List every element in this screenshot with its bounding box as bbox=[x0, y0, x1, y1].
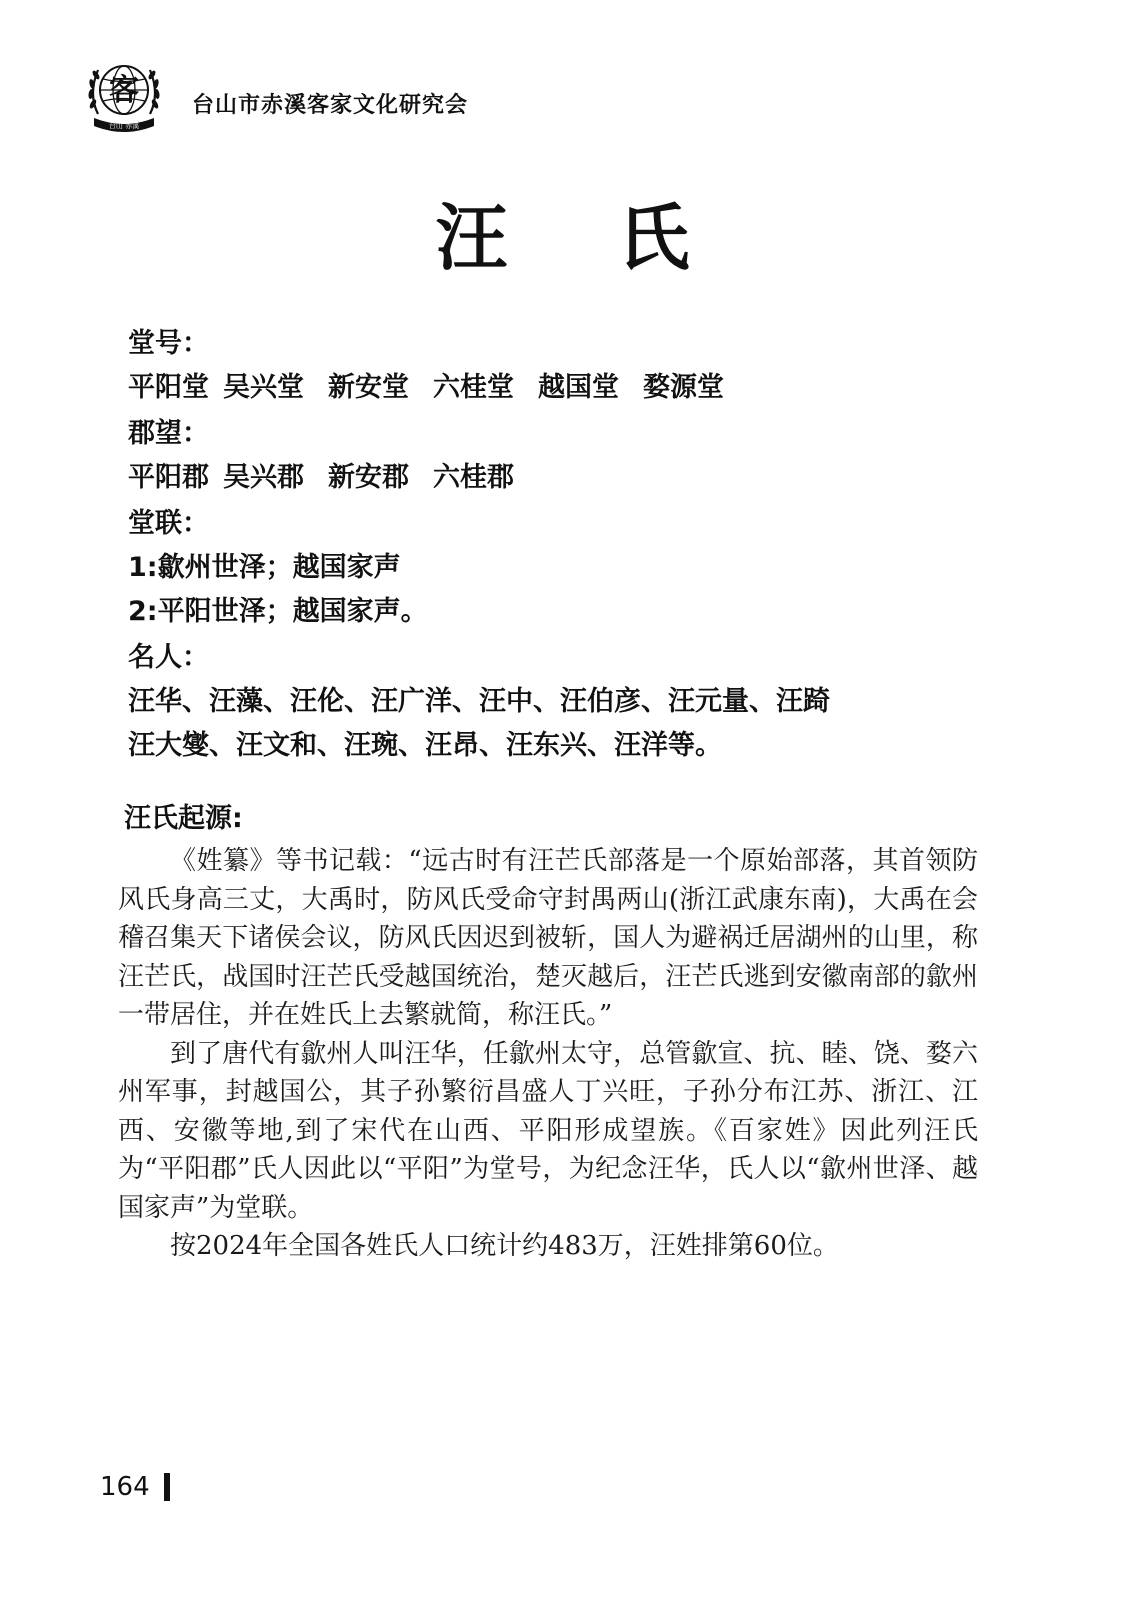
page-footer bbox=[100, 1472, 170, 1502]
origin-paragraph: 《姓纂》等书记载：“远古时有汪芒氏部落是一个原始部落，其首领防风氏身高三丈，大禹时，防风氏受命守封禺两山(浙江武康东南)，大禹在会稽召集天下诸侯会议，防风氏因迟到被斩，国人为避祸迁居湖州的山里，称汪芒氏，战国时汪芒氏受越国统治，楚灭越后，汪芒氏逃到安徽南部的歙州一带居住，并在姓氏上去繁就简，称汪氏。” bbox=[118, 846, 978, 1030]
emblem-ribbon-text: 台山 赤溪 bbox=[108, 122, 140, 130]
surname-info bbox=[128, 322, 1008, 768]
famous-label: 名人： bbox=[128, 642, 209, 673]
hall-names-label: 堂号： bbox=[128, 328, 209, 359]
hall-name: 平阳堂 bbox=[128, 372, 209, 403]
globe-wreath-emblem-icon bbox=[84, 52, 164, 136]
couplet-line: 2:平阳世泽；越国家声。 bbox=[128, 596, 428, 627]
commandery: 六桂郡 bbox=[433, 462, 514, 493]
page-title: 汪氏 bbox=[435, 195, 800, 280]
origin-heading: 汪氏起源: bbox=[124, 803, 243, 834]
commanderies-list bbox=[128, 456, 1008, 500]
hall-names-list bbox=[128, 366, 1008, 410]
couplets-label: 堂联： bbox=[128, 508, 209, 539]
page-number: 164 bbox=[100, 1472, 150, 1502]
commanderies-label: 郡望： bbox=[128, 418, 209, 449]
origin-paragraph: 按2024年全国各姓氏人口统计约483万，汪姓排第60位。 bbox=[170, 1231, 839, 1261]
emblem-glyph: 客 bbox=[109, 73, 139, 108]
origin-body bbox=[118, 842, 978, 1266]
hall-name: 越国堂 bbox=[538, 372, 619, 403]
famous-line: 汪大燮、汪文和、汪琬、汪昂、汪东兴、汪洋等。 bbox=[128, 730, 722, 761]
commandery: 吴兴郡 bbox=[223, 462, 304, 493]
hall-name: 新安堂 bbox=[328, 372, 409, 403]
page-header bbox=[84, 52, 684, 138]
origin-paragraph: 到了唐代有歙州人叫汪华，任歙州太守，总管歙宣、抗、睦、饶、婺六州军事，封越国公，其子孙繁衍昌盛人丁兴旺，子孙分布江苏、浙江、江西、安徽等地,到了宋代在山西、平阳形成望族。《百家姓》因此列汪氏为“平阳郡”氏人因此以“平阳”为堂号，为纪念汪华，氏人以“歙州世泽、越国家声”为堂联。 bbox=[118, 1038, 978, 1223]
hall-name: 六桂堂 bbox=[433, 372, 514, 403]
famous-line: 汪华、汪藻、汪伦、汪广洋、汪中、汪伯彦、汪元量、汪踦 bbox=[128, 686, 830, 717]
hall-name: 婺源堂 bbox=[643, 372, 724, 403]
commandery: 新安郡 bbox=[328, 462, 409, 493]
couplet-line: 1:歙州世泽；越国家声 bbox=[128, 552, 401, 583]
commandery: 平阳郡 bbox=[128, 462, 209, 493]
hall-name: 吴兴堂 bbox=[223, 372, 304, 403]
organization-name: 台山市赤溪客家文化研究会 bbox=[192, 92, 469, 118]
page-marker-bar bbox=[164, 1473, 170, 1501]
